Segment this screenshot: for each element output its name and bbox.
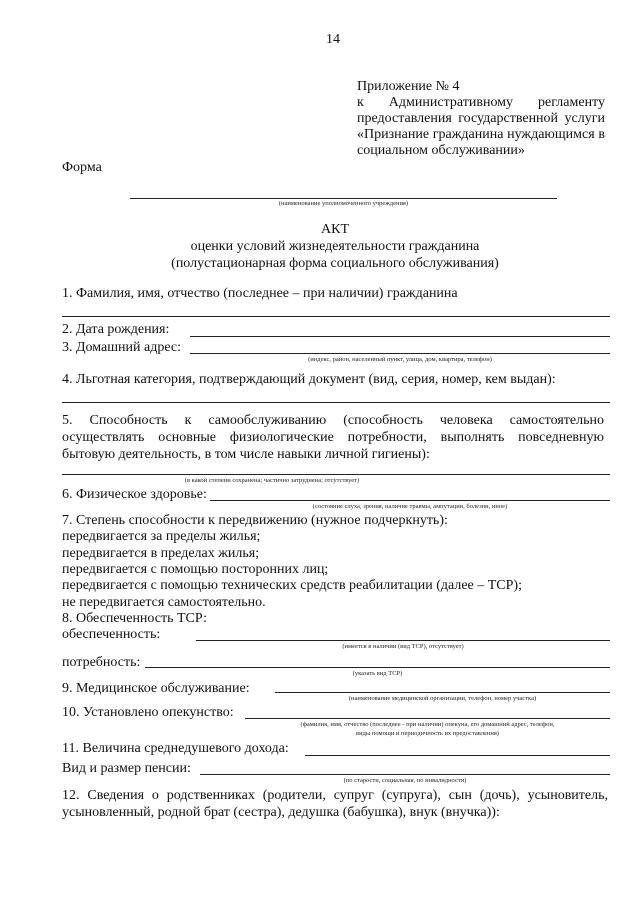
birth-date-line[interactable] [190,336,610,337]
form-label: Форма [62,160,102,175]
appendix-line-3: «Признание гражданина нуждающимся в [357,127,605,142]
tsr-provided-caption: (имеется в наличии (вид ТСР), отсутствует) [342,643,464,650]
health-line[interactable] [210,500,610,501]
field-7-title: 7. Степень способности к передвижению (нужное подчеркнуть): [62,513,448,528]
tsr-need-line[interactable] [145,667,610,668]
mobility-option-1[interactable]: передвигается за пределы жилья; [62,529,261,544]
field-3-label: 3. Домашний адрес: [62,340,182,355]
mobility-option-2[interactable]: передвигается в пределах жилья; [62,546,260,561]
guardianship-caption-1: (фамилия, имя, отчество (последнее - при наличии) опекуна, его домашний адрес, телефон, [300,721,555,728]
institution-line[interactable] [130,198,557,199]
self-care-line[interactable] [62,474,610,475]
appendix-line-4: социальном обслуживании» [357,143,525,158]
act-subtitle-1: оценки условий жизнедеятельности гражданина [190,239,480,254]
field-9-label: 9. Медицинское обслуживание: [62,681,250,696]
act-title: АКТ [321,222,349,237]
field-11-pension-label: Вид и размер пенсии: [62,761,191,776]
appendix-title: Приложение № 4 [357,79,460,94]
pension-caption: (по старости, социальная, по инвалидности) [343,777,467,784]
field-11-label: 11. Величина среднедушевого дохода: [62,741,289,756]
guardianship-line[interactable] [245,718,610,719]
field-5-line-2: осуществлять основные физиологические потребности, выполнять повседневную [62,430,604,445]
mobility-option-5[interactable]: не передвигается самостоятельно. [62,595,266,610]
field-5-line-1: 5. Способность к самообслуживанию (способность человека самостоятельно [62,413,604,428]
appendix-line-2: предоставления государственной услуги [357,111,605,126]
field-10-label: 10. Установлено опекунство: [62,705,234,720]
act-subtitle-2: (полустационарная форма социального обслуживания) [171,256,499,271]
health-caption: (состояние слуха, зрения, наличие травмы, ампутации, болезни, иное) [312,503,508,510]
field-1-line[interactable] [62,316,610,317]
medical-caption: (наименование медицинской организации, телефон, номер участка) [348,695,537,702]
address-line[interactable] [190,353,610,354]
mobility-option-4[interactable]: передвигается с помощью технических средств реабилитации (далее – ТСР); [62,578,522,593]
self-care-caption: (в какой степени сохранена; частично затруднена; отсутствует) [184,477,360,484]
field-1-label: 1. Фамилия, имя, отчество (последнее – при наличии) гражданина [62,286,458,301]
income-line[interactable] [305,755,610,756]
address-caption: (индекс, район, населенный пункт, улица, дом, квартира, телефон) [308,356,492,363]
field-4-line[interactable] [62,402,610,403]
appendix-line-1: к Административному регламенту [357,95,605,110]
field-2-label: 2. Дата рождения: [62,322,170,337]
mobility-option-3[interactable]: передвигается с помощью посторонних лиц; [62,562,329,577]
pension-line[interactable] [200,774,610,775]
field-4-label: 4. Льготная категория, подтверждающий документ (вид, серия, номер, кем выдан): [62,372,556,387]
field-12-line-1: 12. Сведения о родственниках (родители, супруг (супруга), сын (дочь), усыновитель, [62,788,608,803]
guardianship-caption-2: виды помощи и периодичность их предоставления) [356,730,499,737]
field-6-label: 6. Физическое здоровье: [62,487,207,502]
page-number: 14 [326,32,340,47]
field-8-provided-label: обеспеченность: [62,627,161,642]
tsr-need-caption: (указать вид ТСР) [352,670,403,677]
tsr-provided-line[interactable] [196,640,610,641]
field-12-line-2: усыновленный, родной брат (сестра), дедушка (бабушка), внук (внучка)): [62,805,500,820]
institution-caption: (наименование уполномоченного учреждения) [278,200,409,207]
field-8-title: 8. Обеспеченность ТСР: [62,611,208,626]
field-5-line-3: бытовую деятельность, в том числе навыки личной гигиены): [62,447,430,462]
field-8-need-label: потребность: [62,655,141,670]
medical-line[interactable] [275,692,610,693]
